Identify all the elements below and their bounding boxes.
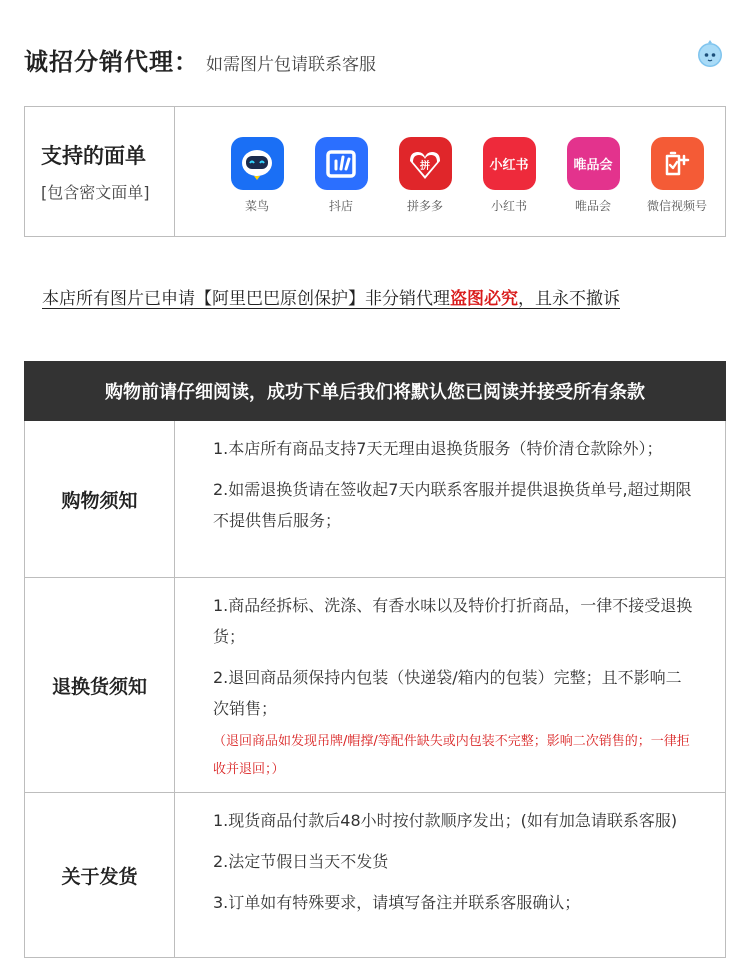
terms-line: 1.现货商品付款后48小时按付款顺序发出；(如有加急请联系客服) [213, 811, 678, 830]
platform-name: 唯品会 [574, 199, 611, 213]
platform-name: 微信视频号 [646, 199, 707, 213]
supported-waybills-subtitle: [包含密文面单] [41, 183, 150, 202]
terms-row-label: 关于发货 [25, 793, 175, 957]
terms-row-returns [25, 577, 725, 792]
terms-row-content [175, 421, 725, 577]
copyright-notice [42, 284, 620, 309]
terms-line: 2.退回商品须保持内包装（快递袋/箱内的包装）完整；且不影响二次销售； [213, 668, 682, 718]
vipshop-logo-icon [567, 137, 620, 190]
xiaohongshu-glyph: 小红书 [489, 158, 529, 173]
xiaohongshu-logo-icon [483, 137, 536, 190]
pinduoduo-logo-icon [399, 137, 452, 190]
doudian-logo-icon [315, 137, 368, 190]
wechat-channels-logo-icon [651, 137, 704, 190]
terms-row-label: 购物须知 [25, 421, 175, 577]
notice-part2: ，且永不撤诉 [518, 289, 620, 309]
platform-name: 小红书 [490, 199, 527, 213]
terms-row-shopping [25, 421, 725, 577]
platform-vipshop [551, 137, 635, 236]
notice-part1: 本店所有图片已申请【阿里巴巴原创保护】非分销代理 [42, 289, 450, 309]
terms-row-content [175, 793, 725, 957]
terms-line: 2.如需退换货请在签收起7天内联系客服并提供退换货单号,超过期限不提供售后服务； [213, 480, 692, 530]
title-colon: ： [174, 48, 198, 76]
platform-wechat-channels [635, 137, 719, 236]
supported-waybills-panel [24, 106, 726, 237]
platform-xiaohongshu [467, 137, 551, 236]
platform-doudian [299, 137, 383, 236]
platform-cainiao [215, 137, 299, 236]
platform-name: 抖店 [328, 199, 353, 213]
vipshop-glyph: 唯品会 [573, 158, 613, 173]
page-title: 诚招分销代理 [24, 48, 174, 76]
notice-highlight: 盗图必究 [450, 289, 518, 309]
terms-line: 2.法定节假日当天不发货 [213, 852, 389, 871]
page-header [24, 42, 376, 78]
terms-header-banner: 购物前请仔细阅读，成功下单后我们将默认您已阅读并接受所有条款 [24, 361, 726, 421]
supported-waybills-heading [25, 107, 175, 236]
platform-list [175, 107, 725, 236]
page-subtitle: 如需图片包请联系客服 [206, 55, 376, 75]
cainiao-logo-icon [231, 137, 284, 190]
terms-row-shipping [25, 792, 725, 957]
terms-warning-note: （退回商品如发现吊牌/帽撑/等配件缺失或内包装不完整；影响二次销售的；一律拒收并退回；） [213, 734, 690, 777]
terms-row-content [175, 578, 725, 792]
terms-line: 3.订单如有特殊要求，请填写备注并联系客服确认； [213, 893, 581, 912]
pinduoduo-glyph: 拼 [420, 160, 430, 172]
chat-bubble-icon[interactable] [696, 40, 724, 68]
platform-name: 拼多多 [406, 199, 443, 213]
terms-row-label: 退换货须知 [25, 578, 175, 792]
terms-table [24, 421, 726, 958]
platform-name: 菜鸟 [244, 199, 269, 213]
terms-line: 1.商品经拆标、洗涤、有香水味以及特价打折商品，一律不接受退换货； [213, 596, 693, 646]
platform-pinduoduo [383, 137, 467, 236]
terms-line: 1.本店所有商品支持7天无理由退换货服务（特价清仓款除外）； [213, 439, 663, 458]
supported-waybills-title: 支持的面单 [41, 144, 146, 168]
